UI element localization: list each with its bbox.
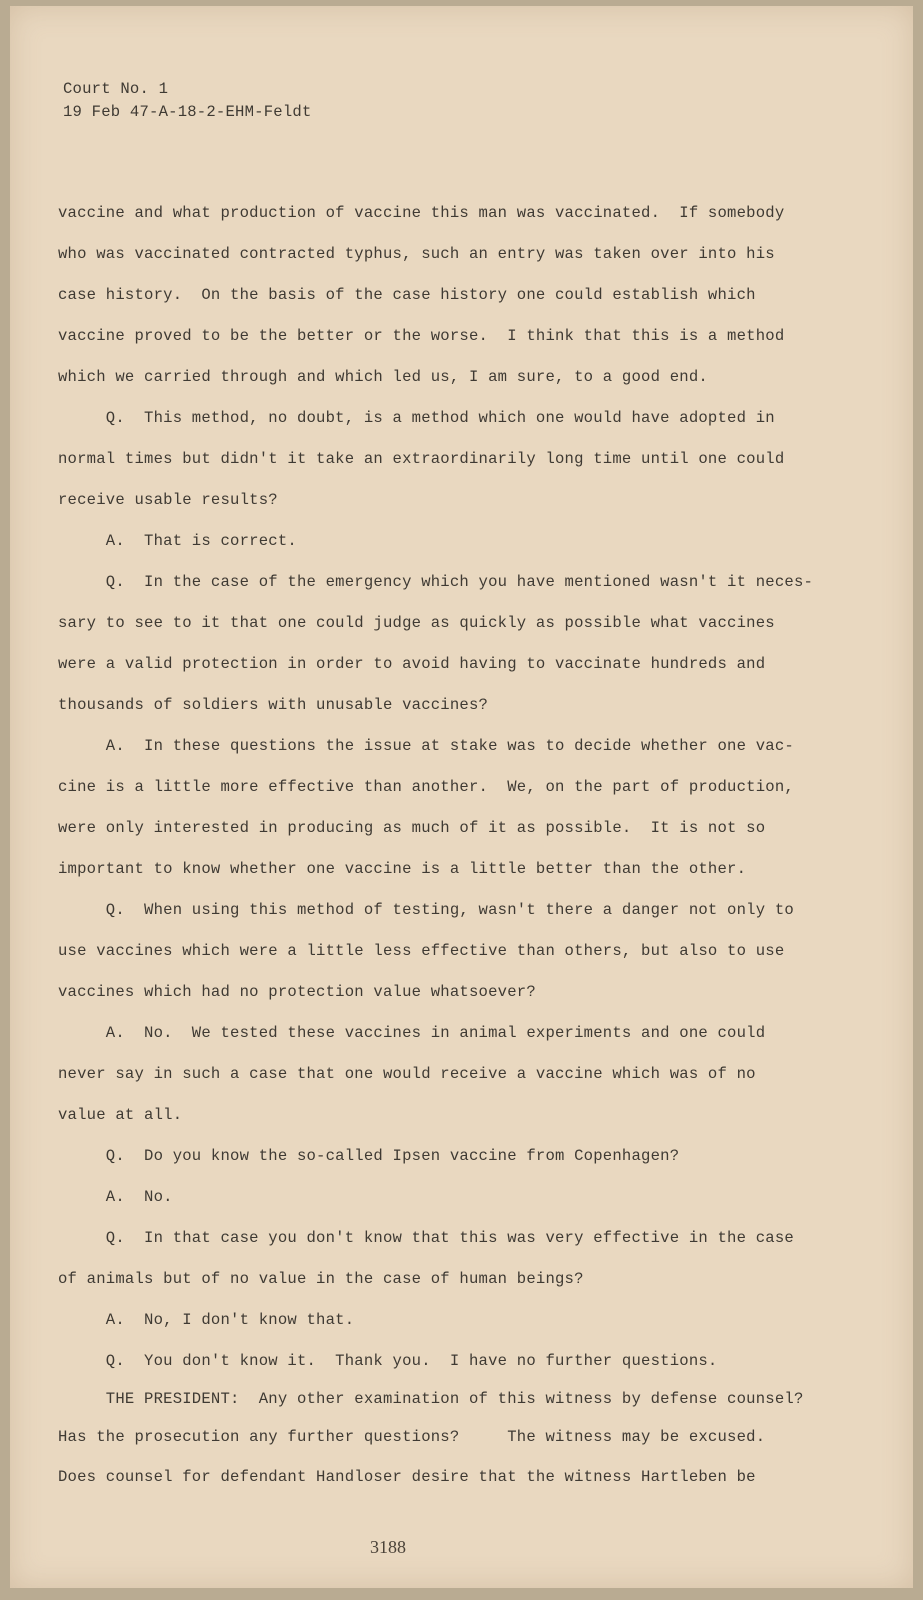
transcript-line: vaccines which had no protection value whatsoever? [58,983,536,1001]
transcript-line: value at all. [58,1106,183,1124]
transcript-line: A. In these questions the issue at stake was to decide whether one vac- [58,737,794,755]
transcript-line: Q. When using this method of testing, wasn't there a danger not only to [58,901,794,919]
transcript-line: Q. This method, no doubt, is a method which one would have adopted in [58,409,775,427]
transcript-line: A. No. We tested these vaccines in animal experiments and one could [58,1024,766,1042]
transcript-line: vaccine and what production of vaccine this man was vaccinated. If somebody [58,204,785,222]
transcript-line: use vaccines which were a little less effective than others, but also to use [58,942,785,960]
transcript-line: were only interested in producing as much of it as possible. It is not so [58,819,766,837]
transcript-line: Q. In that case you don't know that this was very effective in the case [58,1229,794,1247]
transcript-line: Has the prosecution any further questions? The witness may be excused. [58,1428,766,1446]
page-number: 3188 [370,1537,406,1557]
transcript-line: A. No. [58,1188,173,1206]
document-page [10,6,913,1588]
transcript-line: A. No, I don't know that. [58,1311,355,1329]
transcript-line: normal times but didn't it take an extraordinarily long time until one could [58,450,785,468]
transcript-line: never say in such a case that one would receive a vaccine which was of no [58,1065,756,1083]
transcript-line: A. That is correct. [58,532,297,550]
transcript-line: Q. You don't know it. Thank you. I have no further questions. [58,1352,718,1370]
transcript-line: cine is a little more effective than another. We, on the part of production, [58,778,794,796]
transcript-line: important to know whether one vaccine is a little better than the other. [58,860,747,878]
transcript-line: case history. On the basis of the case history one could establish which [58,286,756,304]
transcript-line: of animals but of no value in the case of human beings? [58,1270,584,1288]
transcript-line: thousands of soldiers with unusable vaccines? [58,696,489,714]
transcript-line: Does counsel for defendant Handloser desire that the witness Hartleben be [58,1468,756,1486]
document-reference: 19 Feb 47-A-18-2-EHM-Feldt [63,103,312,121]
transcript-line: who was vaccinated contracted typhus, such an entry was taken over into his [58,245,775,263]
transcript-line: Q. Do you know the so-called Ipsen vaccine from Copenhagen? [58,1147,680,1165]
transcript-line: which we carried through and which led us, I am sure, to a good end. [58,368,708,386]
transcript-line: sary to see to it that one could judge as quickly as possible what vaccines [58,614,775,632]
court-number: Court No. 1 [63,80,169,98]
transcript-line: were a valid protection in order to avoid having to vaccinate hundreds and [58,655,766,673]
transcript-line: vaccine proved to be the better or the worse. I think that this is a method [58,327,785,345]
transcript-line: Q. In the case of the emergency which you have mentioned wasn't it neces- [58,573,814,591]
transcript-line: receive usable results? [58,491,278,509]
transcript-line: THE PRESIDENT: Any other examination of this witness by defense counsel? [58,1390,804,1408]
